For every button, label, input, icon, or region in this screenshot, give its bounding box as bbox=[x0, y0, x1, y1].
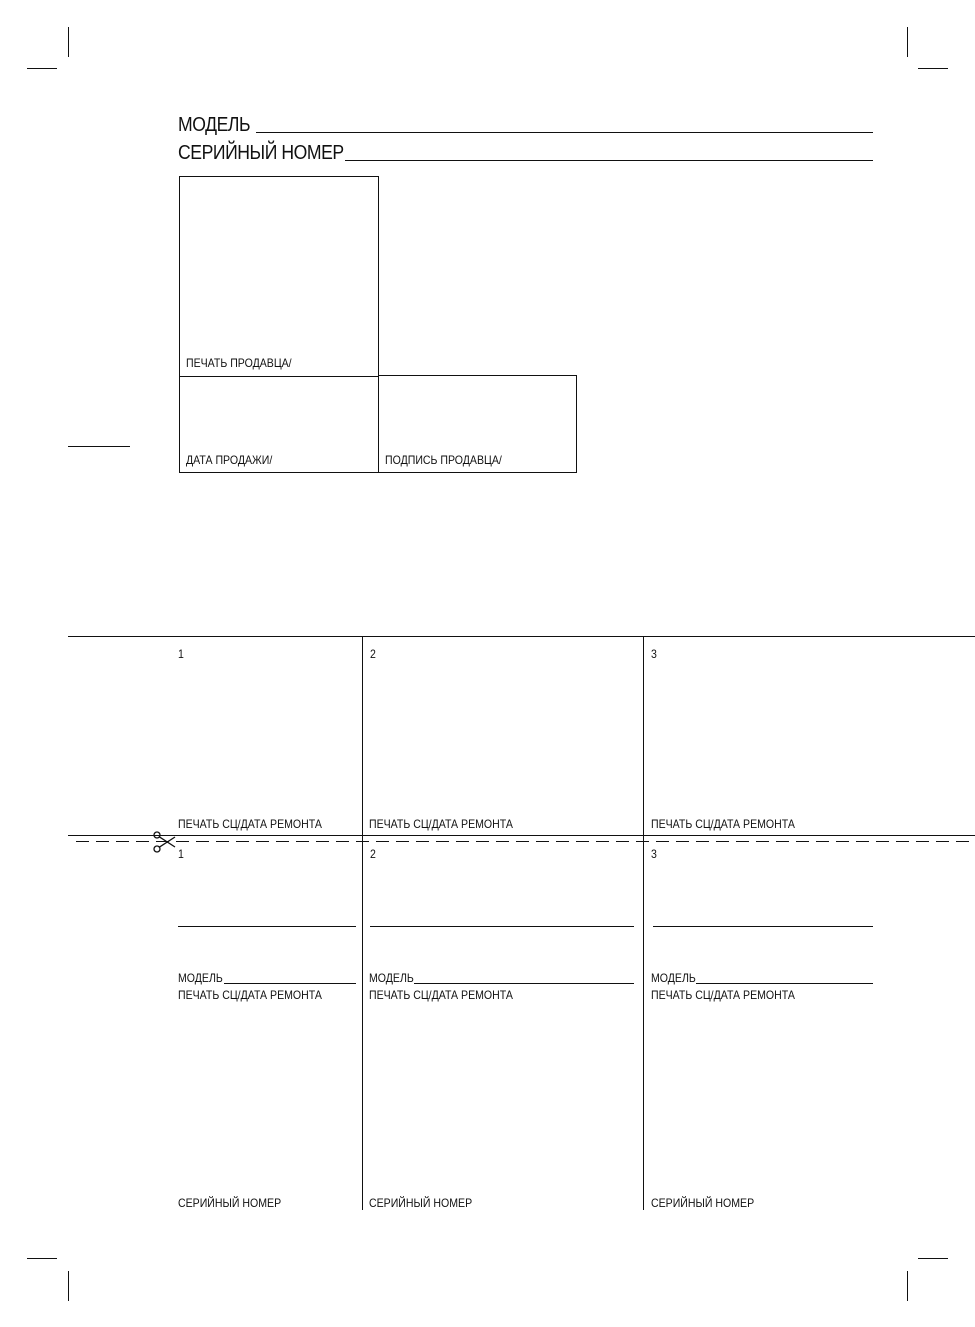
sale-date-label: ДАТА ПРОДАЖИ/ bbox=[186, 453, 273, 467]
coupon-top-2-number: 2 bbox=[370, 647, 376, 661]
coupon-bottom-2-serial-label: СЕРИЙНЫЙ НОМЕР bbox=[369, 1196, 473, 1210]
crop-mark-bottom-right-horizontal bbox=[918, 1258, 948, 1259]
serial-number-field-line[interactable] bbox=[345, 160, 873, 161]
coupon-bottom-3-model-label: МОДЕЛЬ bbox=[651, 971, 696, 985]
coupon-top-3-stamp-label: ПЕЧАТЬ СЦ/ДАТА РЕМОНТА bbox=[651, 817, 795, 831]
coupon-bottom-2-model-line[interactable] bbox=[414, 983, 634, 984]
crop-mark-top-right-horizontal bbox=[918, 68, 948, 69]
coupon-bottom-1-stamp-label: ПЕЧАТЬ СЦ/ДАТА РЕМОНТА bbox=[178, 988, 322, 1002]
seller-stamp-label: ПЕЧАТЬ ПРОДАВЦА/ bbox=[186, 356, 292, 370]
coupon-bottom-3-model-line[interactable] bbox=[696, 983, 873, 984]
coupon-top-1-stamp-label: ПЕЧАТЬ СЦ/ДАТА РЕМОНТА bbox=[178, 817, 322, 831]
model-field-line[interactable] bbox=[256, 132, 873, 133]
coupon-bottom-1-number: 1 bbox=[178, 847, 184, 861]
crop-mark-bottom-left-horizontal bbox=[27, 1258, 57, 1259]
coupon-divider-1 bbox=[362, 636, 363, 1210]
seller-stamp-box[interactable] bbox=[179, 176, 379, 377]
coupon-bottom-3-blank-line[interactable] bbox=[653, 926, 873, 927]
serial-number-label: СЕРИЙНЫЙ НОМЕР bbox=[178, 142, 344, 164]
coupon-bottom-1-blank-line[interactable] bbox=[178, 926, 356, 927]
coupon-divider-2 bbox=[643, 636, 644, 1210]
coupon-bottom-2-model-label: МОДЕЛЬ bbox=[369, 971, 414, 985]
cut-dashed-line bbox=[76, 841, 975, 842]
coupons-top-rule bbox=[68, 636, 975, 637]
coupon-bottom-2-stamp-label: ПЕЧАТЬ СЦ/ДАТА РЕМОНТА bbox=[369, 988, 513, 1002]
crop-mark-top-left-vertical bbox=[68, 27, 69, 57]
seller-signature-label: ПОДПИСЬ ПРОДАВЦА/ bbox=[385, 453, 502, 467]
crop-mark-bottom-right-vertical bbox=[907, 1271, 908, 1301]
coupon-bottom-1-model-label: МОДЕЛЬ bbox=[178, 971, 223, 985]
coupon-bottom-1-serial-label: СЕРИЙНЫЙ НОМЕР bbox=[178, 1196, 282, 1210]
coupon-bottom-3-serial-label: СЕРИЙНЫЙ НОМЕР bbox=[651, 1196, 755, 1210]
coupon-top-2-stamp-label: ПЕЧАТЬ СЦ/ДАТА РЕМОНТА bbox=[369, 817, 513, 831]
coupon-bottom-1-model-line[interactable] bbox=[224, 983, 356, 984]
coupon-bottom-3-number: 3 bbox=[651, 847, 657, 861]
coupon-bottom-3-stamp-label: ПЕЧАТЬ СЦ/ДАТА РЕМОНТА bbox=[651, 988, 795, 1002]
margin-rule bbox=[68, 446, 130, 447]
crop-mark-top-left-horizontal bbox=[27, 68, 57, 69]
cut-solid-line bbox=[68, 835, 975, 836]
crop-mark-bottom-left-vertical bbox=[68, 1271, 69, 1301]
scissors-icon bbox=[152, 830, 176, 854]
coupon-top-3-number: 3 bbox=[651, 647, 657, 661]
model-label: МОДЕЛЬ bbox=[178, 114, 251, 136]
crop-mark-top-right-vertical bbox=[907, 27, 908, 57]
coupon-top-1-number: 1 bbox=[178, 647, 184, 661]
coupon-bottom-2-blank-line[interactable] bbox=[370, 926, 634, 927]
coupon-bottom-2-number: 2 bbox=[370, 847, 376, 861]
